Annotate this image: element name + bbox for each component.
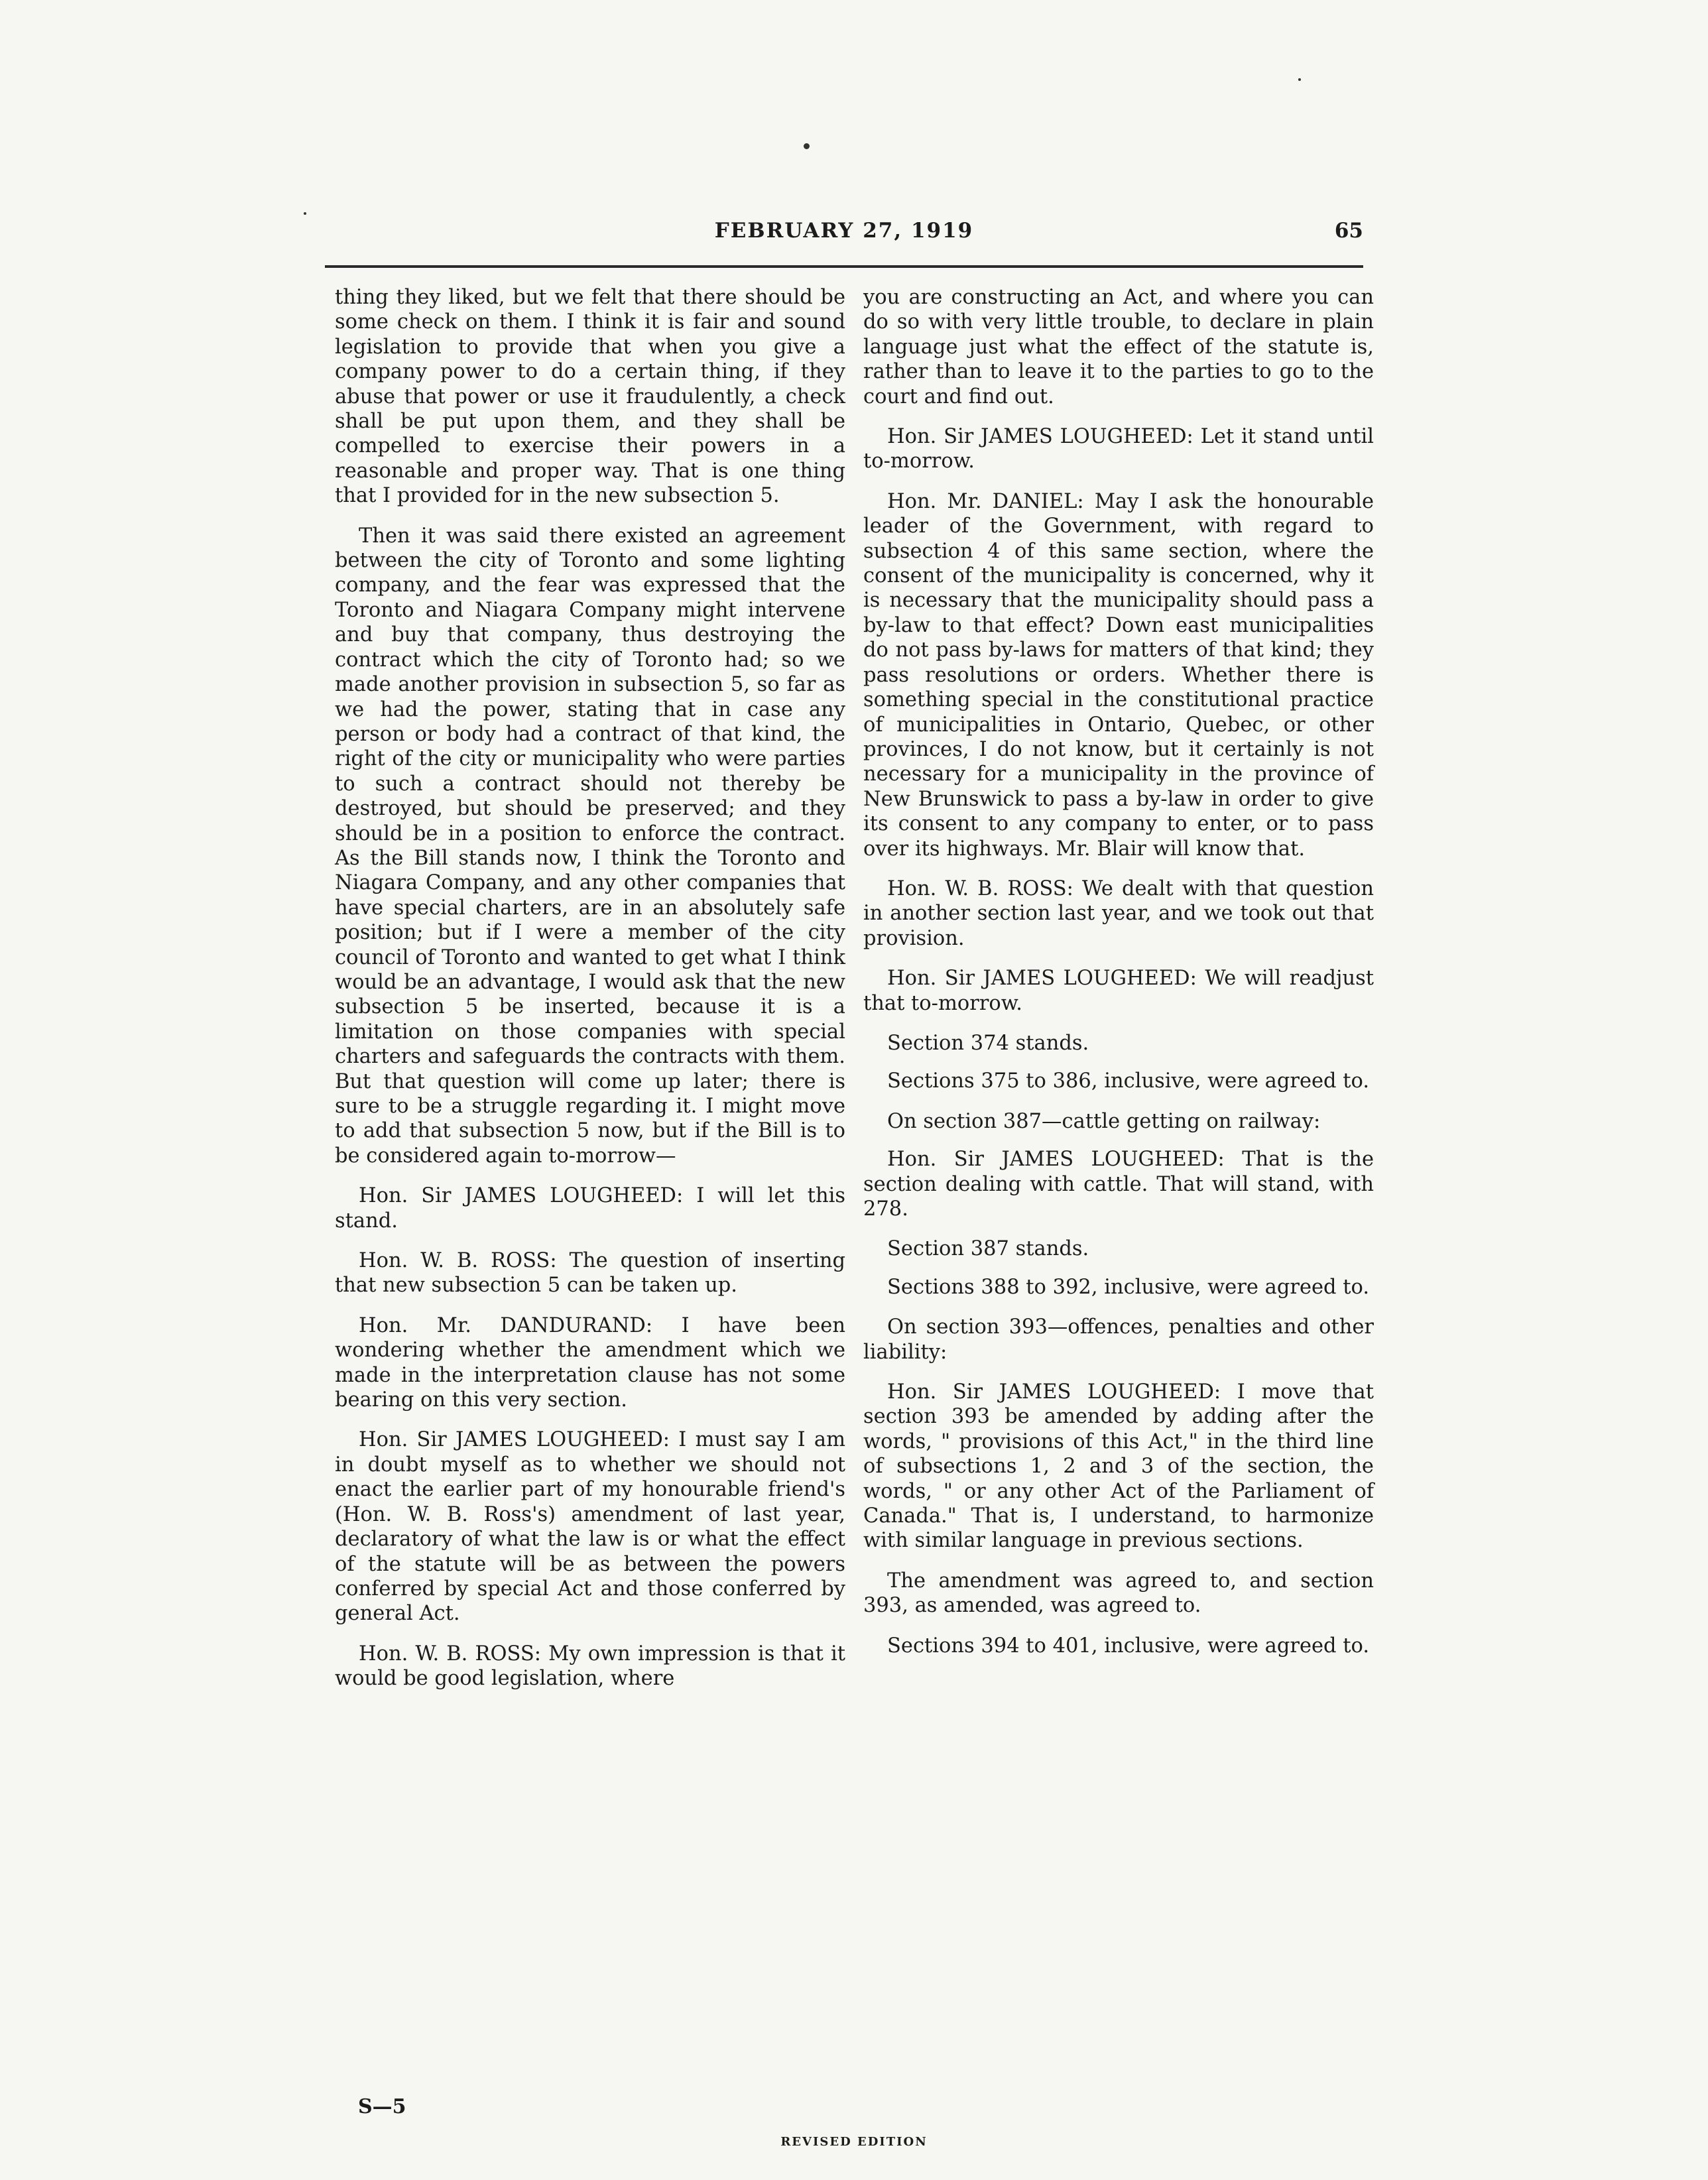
- page-number: 65: [1334, 219, 1363, 243]
- ink-speck: [304, 212, 306, 215]
- paragraph: Hon. W. B. ROSS: My own impression is that it would be good legislation, where: [335, 1642, 845, 1691]
- right-column: [863, 285, 1374, 1673]
- paragraph: Hon. Sir JAMES LOUGHEED: That is the section dealing with cattle. That will stand, with 278.: [863, 1148, 1374, 1221]
- paragraph: Sections 375 to 386, inclusive, were agreed to.: [887, 1069, 1370, 1093]
- paragraph: On section 393—offences, penalties and other liability:: [863, 1315, 1374, 1364]
- paragraph: thing they liked, but we felt that there should be some check on them. I think it is fair and sound legislation to provide that when you give a company power to do a certain thing, if they abuse that power or use it fraudulently, a check shall be put upon them, and they shall be compelled to exercise their powers in a reasonable and proper way. That is one thing that I provided for in the new subsection 5.: [335, 286, 845, 508]
- page-header: [325, 219, 1363, 259]
- paragraph: Hon. Sir JAMES LOUGHEED: I must say I am in doubt myself as to whether we should not enact the earlier part of my honourable friend's (Hon. W. B. Ross's) amendment of last year, declaratory of what the law is or what the effect of the statute will be as between the powers conferred by special Act and those conferred by general Act.: [335, 1428, 845, 1626]
- paragraph: Sections 388 to 392, inclusive, were agreed to.: [887, 1275, 1370, 1299]
- paragraph: Section 374 stands.: [887, 1031, 1089, 1055]
- paragraph: The amendment was agreed to, and section 393, as amended, was agreed to.: [863, 1569, 1374, 1618]
- paragraph: On section 387—cattle getting on railway:: [887, 1109, 1321, 1133]
- left-column: [335, 285, 845, 1707]
- paragraph: Hon. Sir JAMES LOUGHEED: We will readjust that to-morrow.: [863, 967, 1374, 1015]
- paragraph: Sections 394 to 401, inclusive, were agreed to.: [887, 1634, 1370, 1658]
- paragraph: Hon. W. B. ROSS: We dealt with that question in another section last year, and we took out that provision.: [863, 877, 1374, 950]
- paragraph: Hon. Mr. DANDURAND: I have been wondering whether the amendment which we made in the interpretation clause has not some bearing on this very section.: [335, 1313, 845, 1412]
- paragraph: you are constructing an Act, and where you can do so with very little trouble, to declare in plain language just what the effect of the statute is, rather than to leave it to the parties to go to the court and find out.: [863, 286, 1374, 408]
- paragraph: Hon. Mr. DANIEL: May I ask the honourable leader of the Government, with regard to subsection 4 of this same section, where the consent of the municipality is concerned, why it is necessary that the municipality should pass a by-law to that effect? Down east municipalities do not pass by-laws for matters of that kind; they pass resolutions or orders. Whether there is something special in the constitutional practice of municipalities in Ontario, Quebec, or other provinces, I do not know, but it certainly is not necessary for a municipality in the province of New Brunswick to pass a by-law in order to give its consent to any company to enter, or to pass over its highways. Mr. Blair will know that.: [863, 489, 1374, 861]
- ink-speck: [1298, 78, 1301, 81]
- edition-note: REVISED EDITION: [780, 2135, 928, 2149]
- ink-speck: [804, 143, 810, 149]
- paragraph: Hon. Sir JAMES LOUGHEED: Let it stand until to-morrow.: [863, 425, 1374, 473]
- paragraph: Hon. Sir JAMES LOUGHEED: I move that section 393 be amended by adding after the words, " provisions of this Act," in the third line of subsections 1, 2 and 3 of the section, the words, " or any other Act of the Parliament of Canada." That is, I understand, to harmonize with similar language in previous sections.: [863, 1380, 1374, 1553]
- header-date: FEBRUARY 27, 1919: [714, 219, 974, 243]
- paragraph: Then it was said there existed an agreement between the city of Toronto and some lighting company, and the fear was expressed that the Toronto and Niagara Company might intervene and buy that company, thus destroying the contract which the city of Toronto had; so we made another provision in subsection 5, so far as we had the power, stating that in case any person or body had a contract of that kind, the right of the city or municipality who were parties to such a contract should not thereby be destroyed, but should be preserved; and they should be in a position to enforce the contract. As the Bill stands now, I think the Toronto and Niagara Company, and any other companies that have special charters, are in an absolutely safe position; but if I were a member of the city council of Toronto and wanted to get what I think would be an advantage, I would ask that the new subsection 5 be inserted, because it is a limitation on those companies with special charters and safeguards the contracts with them. But that question will come up later; there is sure to be a struggle regarding it. I might move to add that subsection 5 now, but if the Bill is to be considered again to-morrow—: [335, 524, 845, 1168]
- paragraph: Section 387 stands.: [887, 1237, 1089, 1261]
- header-rule: [325, 265, 1363, 268]
- paragraph: Hon. W. B. ROSS: The question of inserting that new subsection 5 can be taken up.: [335, 1249, 845, 1298]
- signature-mark: S—5: [358, 2095, 406, 2118]
- paragraph: Hon. Sir JAMES LOUGHEED: I will let this stand.: [335, 1184, 845, 1233]
